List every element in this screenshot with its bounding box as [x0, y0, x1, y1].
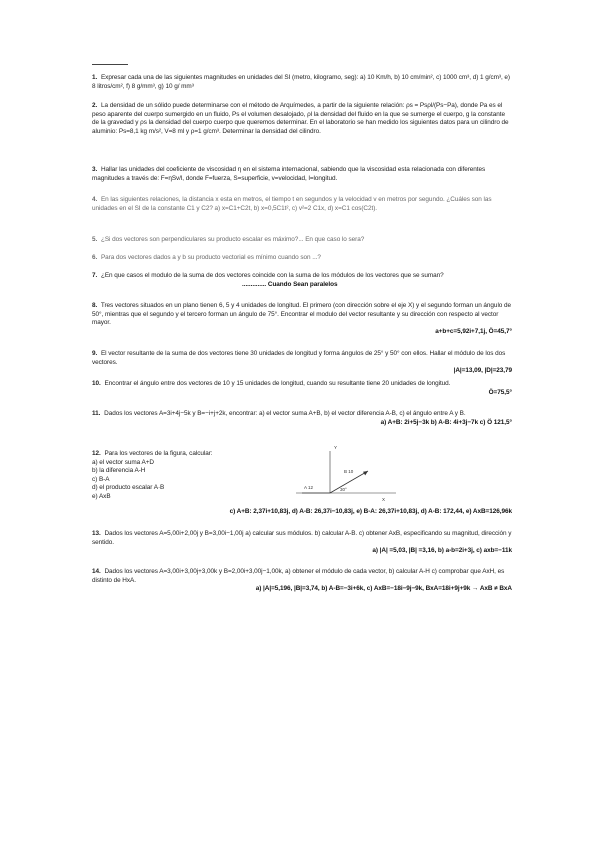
- problem-text: Para dos vectores dados a y b su producto vectorial es mínimo cuando son ...?: [100, 254, 321, 261]
- problem-text: Encontrar el ángulo entre dos vectores de 10 y 15 unidades de longitud, cuando su resultante tiene 20 unidades de longitud.: [104, 380, 451, 387]
- problem-answer: .............. Cuando Sean paralelos: [242, 280, 338, 288]
- problem-number: 7.: [92, 272, 98, 279]
- problem-number: 12.: [92, 450, 101, 457]
- problem-number: 2.: [92, 102, 98, 109]
- problem-13: [92, 530, 512, 556]
- q12-item-e: e) AxB: [92, 492, 111, 500]
- problem-answer: Ö=75,5°: [488, 388, 512, 396]
- problem-answer: a+b+c=5,92i+7,1j, Ö=45,7°: [435, 327, 512, 335]
- problem-7: [92, 272, 512, 289]
- problem-number: 14.: [92, 568, 101, 575]
- label-x: X: [382, 497, 386, 502]
- problem-number: 9.: [92, 350, 98, 357]
- problem-2: [92, 102, 512, 136]
- problem-10: [92, 380, 512, 397]
- label-y: Y: [334, 445, 338, 450]
- problem-answer: a) |A|=5,196, |B|=3,74, b) A-B=−3i+6k, c) AxB=−18i−9j−9k, BxA=18i+9j+9k → AxB ≠ BxA: [255, 585, 512, 593]
- problem-answer: c) A+B: 2,37i+10,83j, d) A-B: 26,37i−10,83j, e) B-A: 26,37i+10,83j, d) A-B: 172,44, e) AxB=126,96k: [229, 508, 512, 515]
- problem-text: En las siguientes relaciones, la distancia x esta en metros, el tiempo t en segundos y la velocidad v en metros por segundo. ¿Cuáles son las unidades en el SI de la constante C1 y C2? a) x=C1+C2t, b) x=0,5C1t², c) v²=2 C1x, d) x=C1 cos(C2t).: [92, 196, 492, 212]
- problem-number: 3.: [92, 166, 98, 173]
- problem-number: 1.: [92, 74, 98, 81]
- problem-text: Dados los vectores A=3i+4j−5k y B=−i+j+2k, encontrar: a) el vector suma A+B, b) el vector diferencia A-B, c) el ángulo entre A y B.: [104, 410, 466, 417]
- problem-6: [92, 254, 512, 263]
- problem-answer: a) A+B: 2i+5j−3k b) A-B: 4i+3j−7k c) Ö 121,5°: [380, 418, 512, 426]
- problem-number: 6.: [92, 254, 98, 261]
- problem-answer: |A|=13,09, |D|=23,79: [453, 367, 512, 375]
- problem-text: Tres vectores situados en un plano tienen 6, 5 y 4 unidades de longitud. El primero (con dirección sobre el eje X) y el segundo forman un ángulo de 50°, mientras que el segundo y el tercero forman un ángulo de 75°. Encontrar el modulo del vector resultante y su dirección con respecto al vector mayor.: [92, 302, 512, 327]
- q12-intro: Para los vectores de la figura, calcular:: [104, 450, 213, 457]
- q12-item-b: b) la diferencia A-H: [92, 467, 146, 475]
- problem-number: 4.: [92, 196, 98, 203]
- problem-5: [92, 236, 512, 245]
- problem-12: [92, 450, 282, 502]
- q12-item-d: d) el producto escalar A·B: [92, 484, 165, 492]
- problem-4: [92, 196, 512, 213]
- problem-text: Dados los vectores A=5,00i+2,00j y B=3,00i−1,00j a) calcular sus módulos. b) calcular A-B. c) obtener AxB, especificando su magnitud, dirección y sentido.: [92, 530, 512, 546]
- problem-text: ¿En que casos el modulo de la suma de dos vectores coincide con la suma de los módulos de los vectores que se suman?: [100, 272, 444, 279]
- problem-text: Hallar las unidades del coeficiente de viscosidad η en el sistema internacional, sabiendo que la viscosidad esta relacionada con diferentes magnitudes a través de: F=ηSv/l, donde F=fuerza, S=superficie, v=velocidad, l=longitud.: [92, 166, 486, 182]
- problem-11: [92, 410, 512, 427]
- problem-1: [92, 74, 512, 91]
- problem-14: [92, 568, 512, 594]
- problem-text: Dados los vectores A=3,00i+3,00j+3,00k y B=2,00i+3,00j−1,00k, a) obtener el módulo de cada vector, b) calcular A-H c) comprobar que AxH, es distinto de HxA.: [92, 568, 505, 584]
- problem-number: 13.: [92, 530, 101, 537]
- problem-text: ¿Si dos vectores son perpendiculares su producto escalar es máximo?... En que caso lo sera?: [100, 236, 365, 243]
- problem-text: El vector resultante de la suma de dos vectores tiene 30 unidades de longitud y forma ángulos de 25° y 50° con ellos. Hallar el módulo de los dos vectores.: [92, 350, 506, 366]
- problem-8: [92, 302, 512, 336]
- label-a: A 12: [304, 485, 314, 490]
- problem-text: Expresar cada una de las siguientes magnitudes en unidades del SI (metro, kilogramo, seg): a) 10 Km/h, b) 10 cm/min², c) 1000 cm³, d) 1 g/cm³, e) 8 litros/cm², f) 8 g/mm³, g) 10 g/ mm³: [92, 74, 511, 90]
- problem-number: 10.: [92, 380, 101, 387]
- problem-number: 11.: [92, 410, 101, 417]
- vector-b: [330, 471, 368, 493]
- label-angle: 30°: [340, 487, 347, 492]
- problem-12-answer: [92, 508, 512, 517]
- problem-answer: a) |A| =5,03, |B| =3,16, b) a-b=2i+3j, c) axb=−11k: [372, 547, 512, 555]
- problem-number: 8.: [92, 302, 98, 309]
- problem-number: 5.: [92, 236, 98, 243]
- header-rule: [92, 64, 128, 65]
- problem-text: La densidad de un sólido puede determinarse con el método de Arquímedes, a partir de la siguiente relación: ρs = Psρl/(Ps−Pa), donde Pa es el peso aparente del cuerpo sumergido en un fluido, Ps el volumen desalojado, ρl la densidad del fluido en la que se sumerge el cuerpo, g la constante de la gravedad y ρs la densidad del cuerpo cuerpo que queremos determinar. En el laboratorio se han medido los siguientes datos para un cilindro de aluminio: Ps=8,1 kg m/s², V=8 ml y ρ=1 g/cm³. Determinar la densidad del cilindro.: [92, 102, 509, 135]
- q12-item-c: c) B-A: [92, 475, 110, 483]
- problem-9: [92, 350, 512, 376]
- label-b: B 10: [344, 469, 354, 474]
- vector-figure: [292, 443, 404, 507]
- q12-item-a: a) el vector suma A+D: [92, 458, 154, 466]
- problem-3: [92, 166, 512, 183]
